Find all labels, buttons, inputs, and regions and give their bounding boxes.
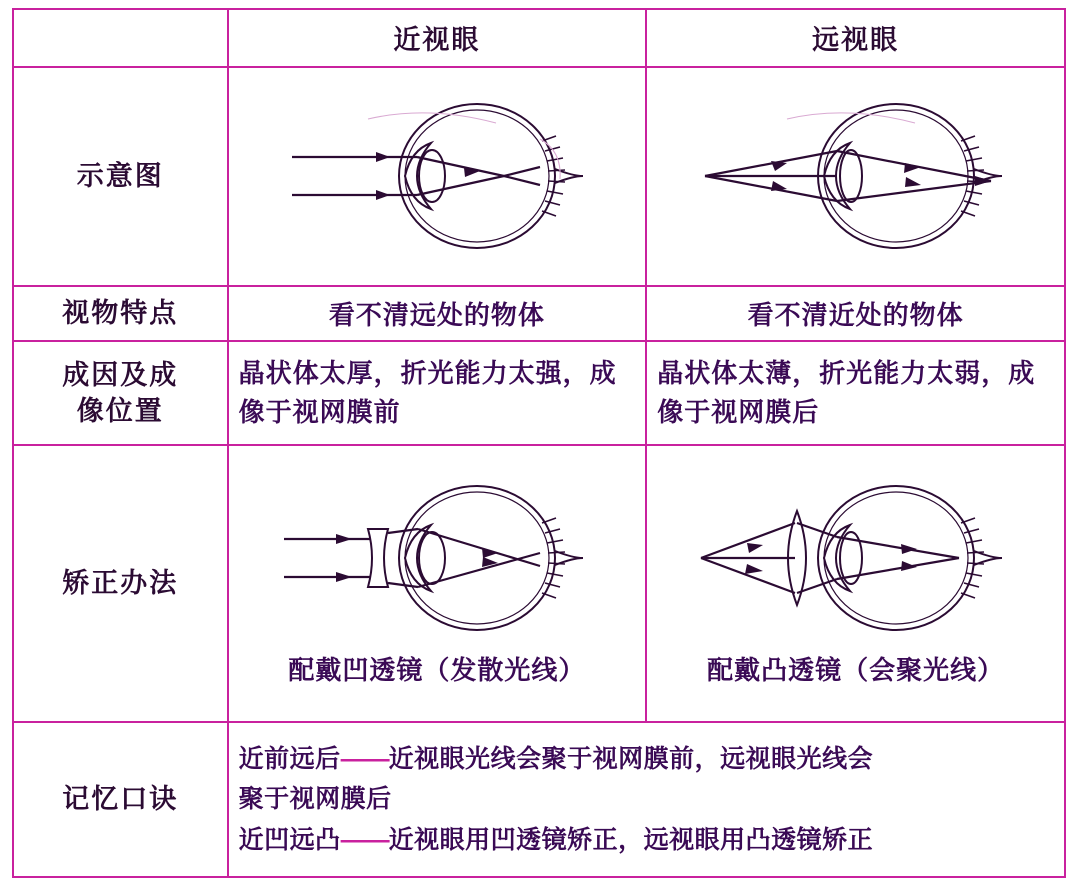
mnemonic-line3-text: 近视眼用凹透镜矫正，远视眼用凸透镜矫正 <box>388 825 874 854</box>
table-row <box>13 722 1065 877</box>
row-label-schematic: 示意图 <box>13 67 228 286</box>
table-row <box>13 445 1065 722</box>
header-corner-cell <box>13 9 228 67</box>
header-hyperopia: 远视眼 <box>646 9 1065 67</box>
row-label-cause-image-position <box>13 341 228 445</box>
hyperopia-convex-lens-diagram <box>691 471 1021 646</box>
hyperopia-schematic-cell <box>646 67 1065 286</box>
mnemonic-line3-dash: —— <box>340 825 389 854</box>
hyperopia-correction-caption: 配戴凸透镜（会聚光线） <box>707 655 1005 686</box>
header-myopia: 近视眼 <box>228 9 647 67</box>
mnemonic-content <box>228 722 1065 877</box>
mnemonic-line1-text: 近视眼光线会聚于视网膜前，远视眼光线会 <box>388 744 874 773</box>
row-label-correction: 矫正办法 <box>13 445 228 722</box>
mnemonic-line3-key: 近凹远凸 <box>238 825 341 854</box>
hyperopia-eye-diagram <box>657 89 1054 264</box>
myopia-correction-cell <box>228 445 647 722</box>
mnemonic-line-3 <box>239 820 1054 861</box>
table-row <box>13 286 1065 342</box>
mnemonic-line1-key: 近前远后 <box>238 744 341 773</box>
row-label-mnemonic: 记忆口诀 <box>13 722 228 877</box>
myopia-correction-caption: 配戴凹透镜（发散光线） <box>288 655 586 686</box>
myopia-cause: 晶状体太厚，折光能力太强，成像于视网膜前 <box>228 341 647 445</box>
myopia-schematic-cell <box>228 67 647 286</box>
myopia-eye-diagram <box>239 89 636 264</box>
hyperopia-vision-feature: 看不清近处的物体 <box>646 286 1065 342</box>
hyperopia-cause: 晶状体太薄，折光能力太弱，成像于视网膜后 <box>646 341 1065 445</box>
myopia-hyperopia-comparison-table <box>12 8 1066 878</box>
row-label-line1: 成因及成 <box>62 359 179 390</box>
table-header-row <box>13 9 1065 67</box>
table-row <box>13 67 1065 286</box>
row-label-line2: 像位置 <box>76 396 164 427</box>
mnemonic-line-2: 聚于视网膜后 <box>238 785 392 814</box>
myopia-vision-feature: 看不清远处的物体 <box>228 286 647 342</box>
row-label-vision-feature: 视物特点 <box>13 286 228 342</box>
mnemonic-line-1 <box>239 739 1054 780</box>
table-row <box>13 341 1065 445</box>
myopia-concave-lens-diagram <box>272 471 602 646</box>
mnemonic-line1-dash: —— <box>340 744 389 773</box>
hyperopia-correction-cell <box>646 445 1065 722</box>
